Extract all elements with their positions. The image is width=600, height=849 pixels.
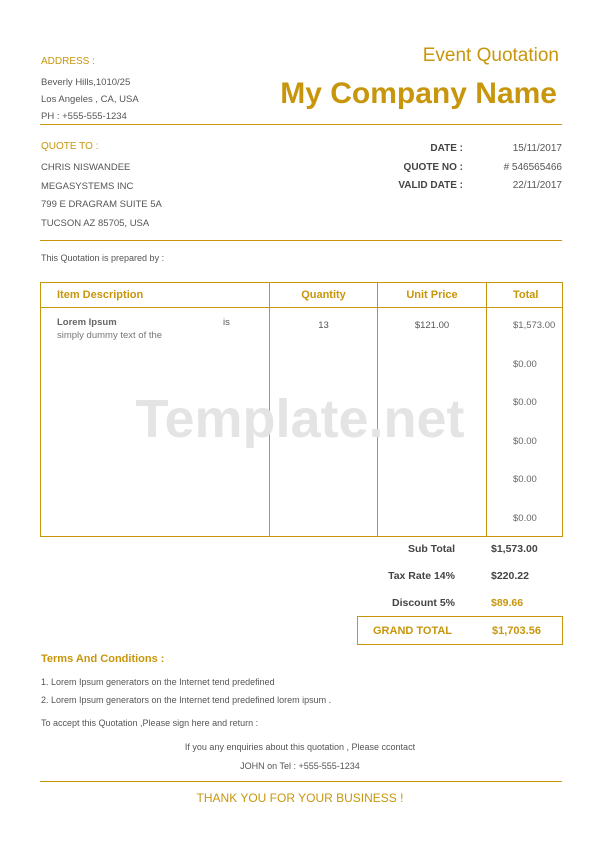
address-line: Los Angeles , CA, USA [41, 94, 139, 105]
watermark: Template.net [135, 389, 465, 449]
contact-text: JOHN on Tel : +555-555-1234 [240, 761, 360, 771]
discount-label: Discount 5% [391, 597, 455, 609]
prepared-by: This Quotation is prepared by : [41, 253, 165, 263]
quote-no-label: QUOTE NO : [403, 161, 463, 173]
divider [40, 124, 562, 125]
row-total: $0.00 [513, 474, 537, 485]
subtotal-value: $1,573.00 [491, 543, 538, 555]
address-line: Beverly Hills,1010/25 [41, 77, 131, 88]
client-line: TUCSON AZ 85705, USA [41, 217, 150, 229]
client-line: MEGASYSTEMS INC [41, 180, 134, 192]
divider [40, 240, 562, 241]
address-label: ADDRESS : [41, 56, 95, 67]
item-unit-price: $121.00 [378, 308, 487, 537]
company-name: My Company Name [280, 77, 557, 110]
terms-list [41, 674, 331, 709]
terms-title: Terms And Conditions : [41, 653, 165, 665]
row-total: $0.00 [513, 512, 537, 524]
date-value: 15/11/2017 [512, 143, 562, 154]
tax-value: $220.22 [491, 570, 529, 582]
address-line: PH : +555-555-1234 [41, 111, 127, 122]
valid-date-value: 22/11/2017 [512, 180, 562, 191]
client-line: CHRIS NISWANDEE [41, 162, 131, 173]
item-quantity: 13 [270, 308, 378, 537]
table-header [41, 283, 563, 308]
row-total: $0.00 [513, 435, 537, 447]
grand-total-value: $1,703.56 [492, 625, 541, 637]
client-line: 799 E DRAGRAM SUITE 5A [41, 199, 162, 210]
item-title: Lorem Ipsum [57, 317, 117, 328]
subtotal-label: Sub Total [407, 543, 455, 555]
term-item: 1. Lorem Ipsum generators on the Internet tend predefined [41, 677, 275, 687]
divider [40, 781, 562, 782]
thank-you: THANK YOU FOR YOUR BUSINESS ! [196, 791, 404, 805]
item-title-suffix: is [223, 317, 230, 328]
quote-to-label: QUOTE TO : [41, 141, 99, 152]
header-unit-price: Unit Price [378, 283, 487, 308]
row-total: $1,573.00 [513, 320, 556, 331]
term-item: 2. Lorem Ipsum generators on the Internet tend predefined lorem ipsum . [41, 694, 332, 705]
document-type: Event Quotation [422, 45, 559, 66]
header-item-description: Item Description [41, 283, 270, 308]
valid-date-label: VALID DATE : [398, 180, 463, 191]
tax-label: Tax Rate 14% [388, 570, 455, 582]
grand-total-box [357, 616, 563, 645]
row-total: $0.00 [513, 358, 537, 370]
accept-text: To accept this Quotation ,Please sign here and return : [41, 718, 259, 728]
quote-meta [360, 140, 562, 196]
quote-no-value: # 546565466 [503, 161, 562, 173]
row-total: $0.00 [513, 397, 537, 408]
item-desc: simply dummy text of the [57, 330, 163, 341]
quote-to-block [41, 159, 162, 233]
enquiry-text: If you any enquiries about this quotation , Please ccontact [184, 742, 416, 752]
date-label: DATE : [430, 143, 463, 154]
header-total: Total [487, 283, 563, 308]
header-quantity: Quantity [270, 283, 378, 308]
grand-total-label: GRAND TOTAL [373, 625, 453, 637]
address-block [41, 74, 139, 125]
discount-value: $89.66 [491, 597, 524, 609]
